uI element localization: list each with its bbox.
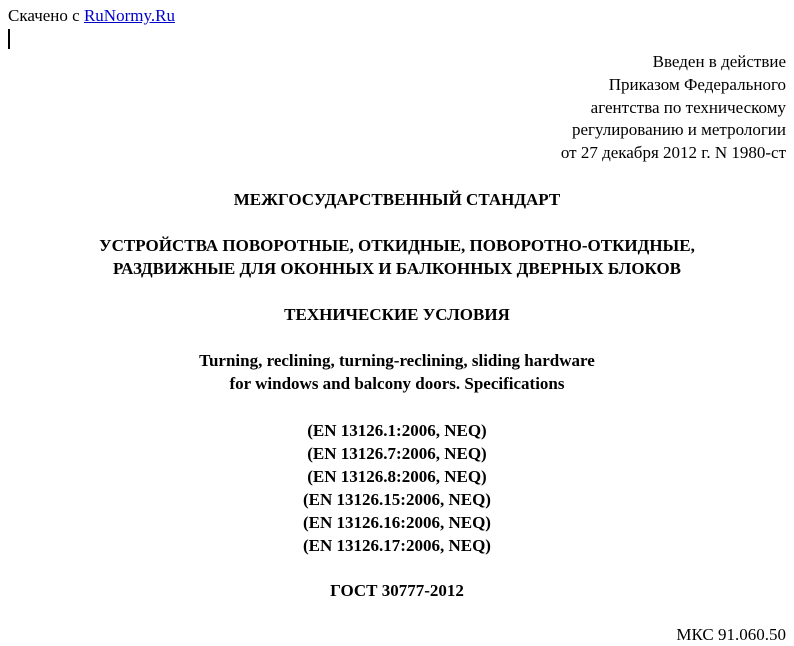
source-line — [8, 6, 175, 26]
source-link[interactable]: RuNormy.Ru — [83, 6, 175, 25]
standard-type-heading: МЕЖГОСУДАРСТВЕННЫЙ СТАНДАРТ — [233, 190, 561, 209]
approval-line: агентства по техническому — [590, 97, 786, 117]
title-russian-line: РАЗДВИЖНЫЕ ДЛЯ ОКОННЫХ И БАЛКОННЫХ ДВЕРНЫХ БЛОКОВ — [112, 258, 682, 278]
source-prefix: Скачено с — [8, 6, 84, 25]
en-reference: (EN 13126.8:2006, NEQ) — [307, 467, 487, 486]
title-english-line: for windows and balcony doors. Specifications — [229, 373, 565, 393]
en-reference: (EN 13126.1:2006, NEQ) — [307, 421, 487, 440]
gost-number: ГОСТ 30777-2012 — [330, 581, 464, 600]
en-reference: (EN 13126.7:2006, NEQ) — [307, 444, 487, 463]
title-russian-line: УСТРОЙСТВА ПОВОРОТНЫЕ, ОТКИДНЫЕ, ПОВОРОТНО-ОТКИДНЫЕ, — [99, 236, 695, 255]
approval-line: регулированию и метрологии — [571, 120, 786, 140]
approval-block — [366, 51, 786, 165]
en-reference: (EN 13126.15:2006, NEQ) — [303, 490, 491, 509]
approval-line: от 27 декабря 2012 г. N 1980-ст — [560, 143, 786, 163]
subtitle-russian: ТЕХНИЧЕСКИЕ УСЛОВИЯ — [284, 305, 510, 324]
en-reference: (EN 13126.17:2006, NEQ) — [303, 536, 491, 555]
mks-code: МКС 91.060.50 — [676, 625, 786, 644]
title-english-line: Turning, reclining, turning-reclining, sliding hardware — [199, 351, 595, 370]
title-russian — [0, 235, 794, 280]
approval-line: Приказом Федерального — [608, 74, 786, 94]
en-references — [0, 419, 794, 557]
approval-line: Введен в действие — [652, 52, 786, 71]
text-cursor — [8, 29, 10, 49]
title-english — [0, 350, 794, 395]
en-reference: (EN 13126.16:2006, NEQ) — [303, 513, 491, 532]
